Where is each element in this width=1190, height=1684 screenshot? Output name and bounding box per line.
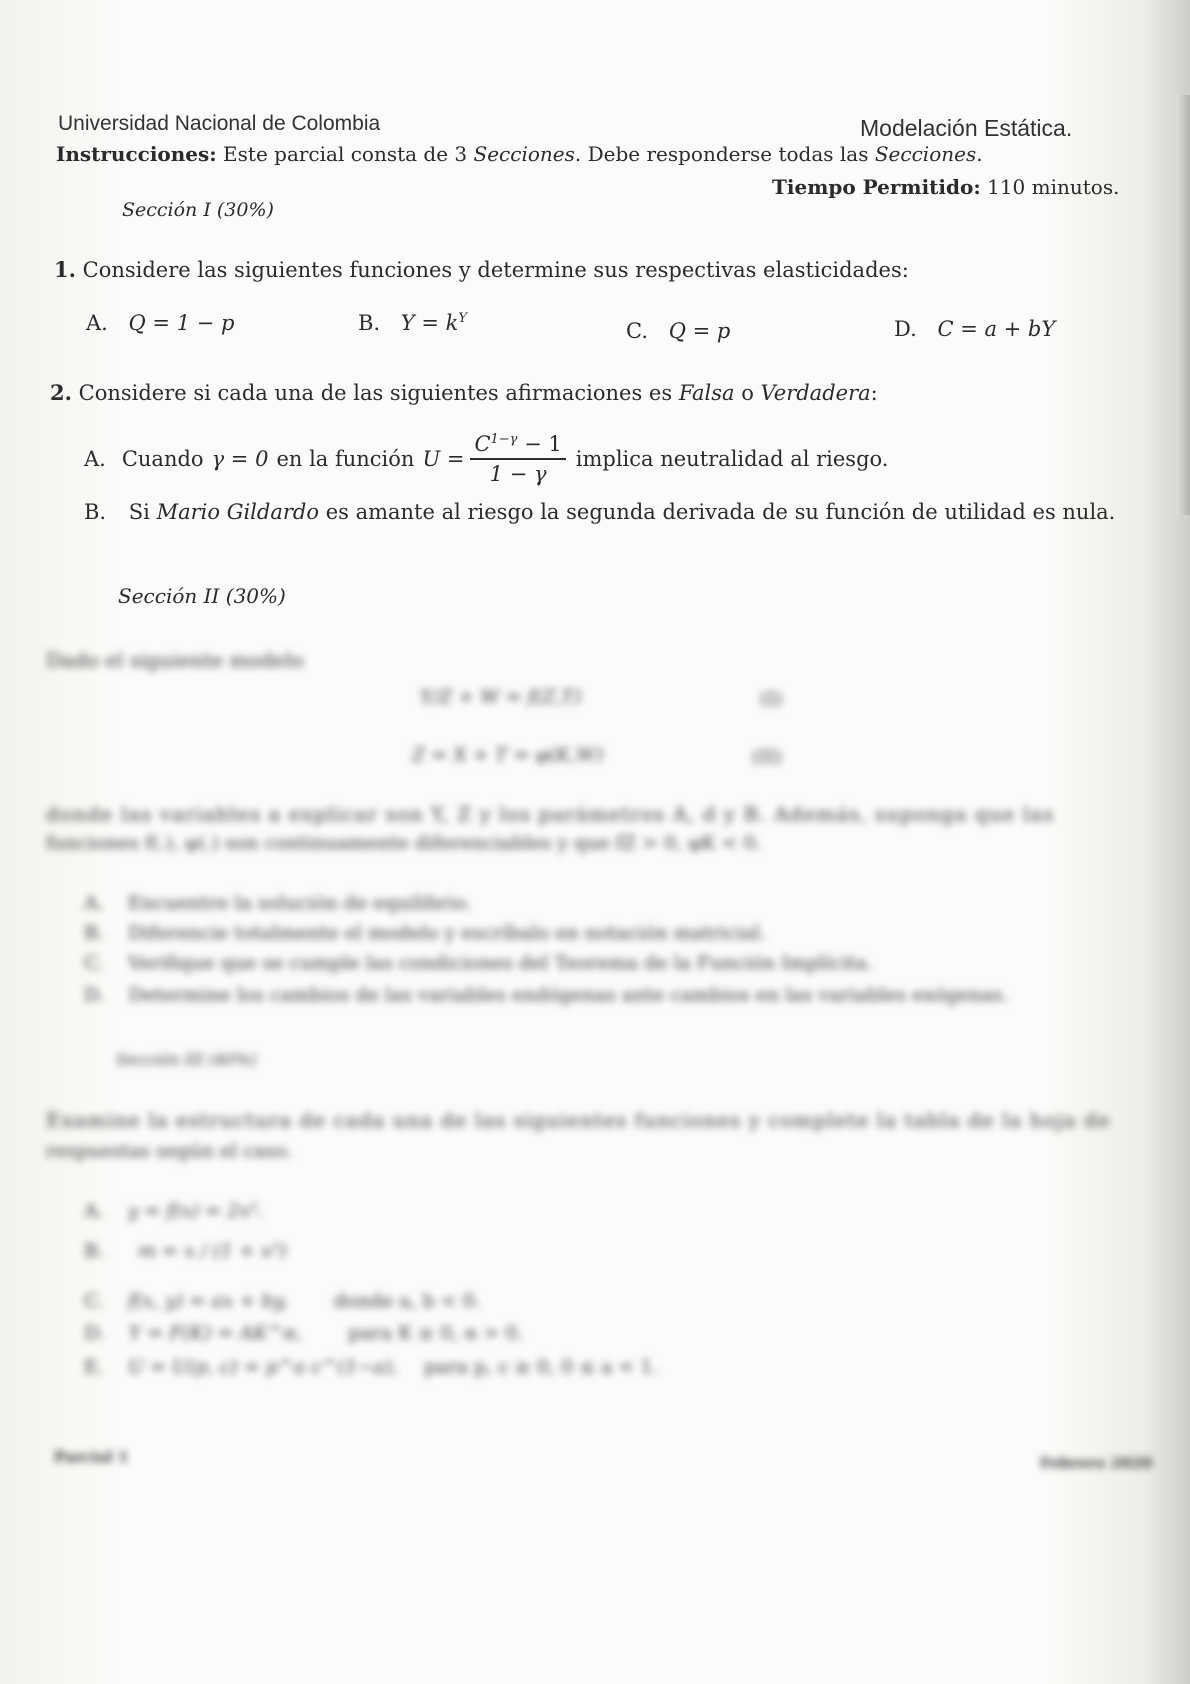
statement-label: B. [84,500,107,524]
instructions-secciones2: Secciones [874,142,977,166]
section-2-item-d [84,984,1008,1006]
option-label: D. [894,317,917,341]
section-3-title: Sección III (40%) [116,1050,257,1069]
q2-statement-b [84,500,1115,524]
option-expr-sup: Y [458,311,467,326]
item-text: Encuentre la solución de equilibrio. [127,892,472,914]
q1-option-c [626,319,730,343]
section-1-title: Sección I (30%) [122,199,274,221]
statement-text: Cuando [121,447,204,471]
statement-text: en la función [276,447,415,471]
section-3-item-e [84,1356,659,1378]
q2-statement-a [84,432,888,486]
section-2-intro: Dado el siguiente modelo [46,648,304,672]
item-label: D. [84,1322,105,1344]
fraction-numerator-rest: − 1 [517,432,562,456]
q1-option-a [86,311,234,335]
fraction-numerator: C [474,432,491,456]
statement-label: A. [84,447,106,471]
option-expr: Y = k [400,311,459,335]
time-label: Tiempo Permitido: [772,175,981,199]
option-expr: C = a + bY [937,317,1056,341]
section-2-title: Sección II (30%) [118,584,286,608]
course-title: Modelación Estática. [860,115,1073,141]
option-label: A. [86,311,108,335]
item-label: C. [84,952,104,974]
statement-text: es amante al riesgo la segunda derivada de su función de utilidad es nula. [325,500,1116,524]
equation-1-tag: (I) [760,688,783,710]
question-1-text: Considere las siguientes funciones y determine sus respectivas elasticidades: [82,258,909,282]
section-2-item-b [84,922,766,944]
item-text: Verifique que se cumple las condiciones del Teorema de la Función Implícita. [127,952,873,974]
falsa-word: Falsa [678,381,735,405]
section-3-item-a [84,1200,264,1222]
item-condition: donde a, b < 0. [333,1290,481,1312]
item-label: C. [84,1290,104,1312]
section-3-paragraph-line-1: Examine la estructura de cada una de las siguientes funciones y complete la tabla de la hoja de [46,1108,1111,1132]
section-2-paragraph-line-1: donde las variables a explicar son Y, Z y los parámetros A, d y B. Además, suponga que las [46,802,1055,826]
statement-text: implica neutralidad al riesgo. [575,447,889,471]
equation-2-tag: (II) [752,746,782,768]
item-expr: Y = F(K) = AK^α, [128,1322,303,1344]
question-2 [50,380,878,405]
question-1 [54,257,909,282]
model-equation-2: Z = X + T = φ(K,W) [412,744,604,766]
option-label: B. [358,311,381,335]
item-text: Diferencie totalmente el modelo y escríbalo en notación matricial. [128,922,767,944]
section-2-paragraph-line-2: funciones f(.), φ(.) son continuamente diferenciables y que fZ > 0, φK < 0. [46,832,762,854]
paper-edge-shadow [1176,95,1190,515]
colon: : [870,381,878,405]
gamma-condition: γ = 0 [211,447,269,471]
instructions-text2: . Debe responderse todas las [574,142,869,166]
item-condition: para p, c ≥ 0, 0 ≤ a < 1. [423,1356,659,1378]
q1-option-d [894,317,1055,341]
option-expr: Q = 1 − p [128,311,235,335]
footer-left: Parcial 1 [54,1448,129,1466]
option-expr: Q = p [668,319,731,343]
fraction-denominator: 1 − γ [489,462,547,486]
time-allowed [772,175,1119,199]
instructions-end: . [976,142,983,166]
item-expr: U = U(p, c) = p^a c^(1−a), [127,1356,398,1378]
verdadera-word: Verdadera [760,381,871,405]
university-name: Universidad Nacional de Colombia [58,112,381,135]
item-text: Determine los cambios de las variables endógenas ante cambios en las variables exógenas. [128,984,1009,1006]
person-name: Mario Gildardo [156,500,319,524]
item-label: B. [84,1240,105,1262]
section-3-item-c [84,1290,481,1312]
time-value: 110 minutos. [987,175,1120,199]
section-2-item-c [84,952,873,974]
item-label: D. [84,984,105,1006]
utility-symbol: U = [422,447,465,471]
question-1-number: 1. [54,257,76,282]
section-3-paragraph-line-2: respuestas según el caso. [46,1140,293,1162]
fraction-exponent: 1−γ [490,432,518,447]
model-equation-1: Y/Z + W = f(Z,T) [420,686,582,708]
section-2-item-a [84,892,471,914]
item-label: A. [84,892,104,914]
item-expr: m = x / (1 + x²) [138,1240,287,1262]
question-2-text: Considere si cada una de las siguientes afirmaciones es [78,381,673,405]
item-label: A. [84,1200,104,1222]
instructions-text: Este parcial consta de 3 [223,142,468,166]
item-expr: f(x, y) = ax + by, [127,1290,288,1312]
instructions-secciones: Secciones [473,142,575,166]
option-label: C. [626,319,648,343]
item-label: B. [84,922,105,944]
statement-text: Si [128,500,150,524]
section-3-item-b [84,1240,287,1262]
utility-fraction [470,432,565,486]
footer-right: Febrero 2020 [1040,1454,1153,1472]
item-label: E. [84,1356,104,1378]
section-3-item-d [84,1322,523,1344]
q1-option-b [358,311,467,335]
instructions-label: Instrucciones: [56,142,217,166]
question-2-number: 2. [50,380,72,405]
instructions-line [56,142,983,166]
o-word: o [741,381,754,405]
item-expr: y = f(x) = 2x². [127,1200,264,1222]
item-condition: para K ≥ 0, α > 0. [348,1322,524,1344]
